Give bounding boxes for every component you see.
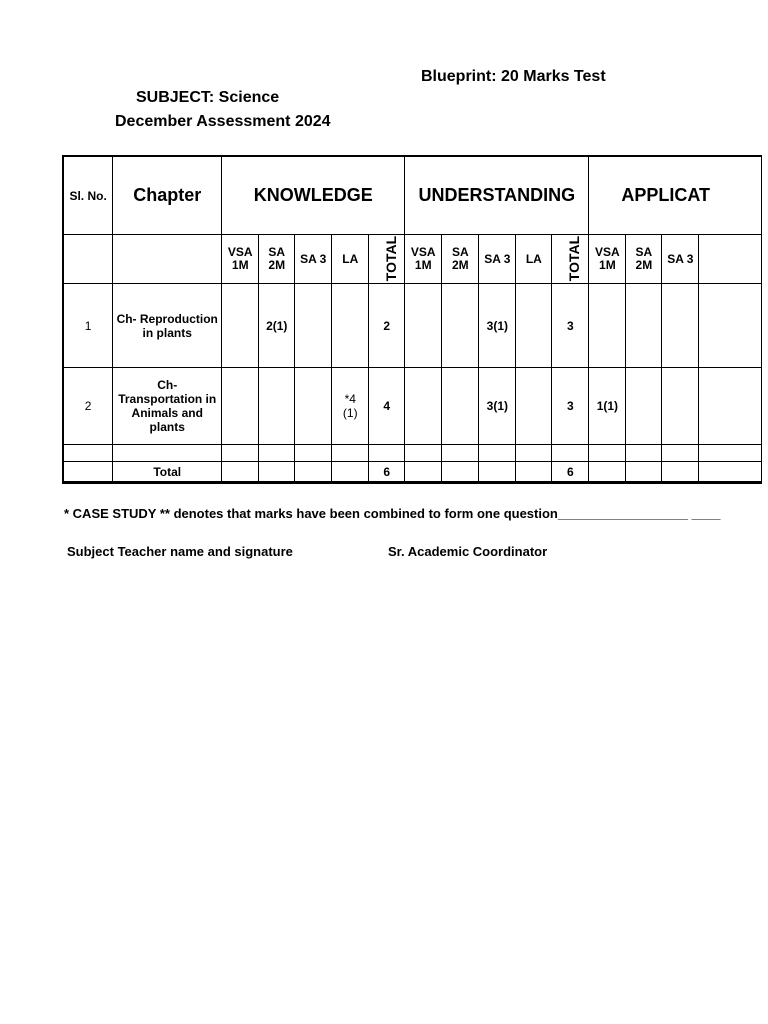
empty-cell [295, 445, 332, 462]
a-sa2-header: SA 2M [626, 235, 662, 284]
empty-cell [662, 462, 699, 483]
empty-cell [222, 284, 259, 368]
empty-cell [63, 462, 113, 483]
empty-cell [405, 368, 442, 445]
empty-cell [516, 368, 552, 445]
empty-cell [552, 445, 589, 462]
k-total-header: TOTAL [369, 235, 405, 284]
u-total-cell: 3 [552, 284, 589, 368]
empty-cell [259, 462, 295, 483]
table-row [63, 368, 762, 445]
empty-cell [332, 445, 369, 462]
empty-cell [222, 445, 259, 462]
empty-cell [442, 445, 479, 462]
k-la-cell [332, 284, 369, 368]
empty-cell [405, 445, 442, 462]
teacher-signature-label: Subject Teacher name and signature [67, 544, 293, 559]
blueprint-table [62, 155, 762, 484]
empty-cell [222, 368, 259, 445]
table-subheader-row [63, 235, 762, 284]
blueprint-table-viewport [62, 155, 711, 487]
chapter-cell: Ch- Reproduction in plants [113, 284, 222, 368]
empty-cell [295, 368, 332, 445]
case-study-footnote: * CASE STUDY ** denotes that marks have been combined to form one question__________________ ____ [64, 506, 721, 521]
k-la-header: LA [332, 235, 369, 284]
a-vsa-header: VSA 1M [589, 235, 626, 284]
empty-cell [442, 284, 479, 368]
k-total-cell: 4 [369, 368, 405, 445]
k-sa3-header: SA 3 [295, 235, 332, 284]
a-sa3-header: SA 3 [662, 235, 699, 284]
empty-cell [442, 462, 479, 483]
sl-no-cell: 2 [63, 368, 113, 445]
empty-cell [626, 462, 662, 483]
empty-cell [405, 462, 442, 483]
empty-cell [626, 368, 662, 445]
k-sa2-cell [259, 368, 295, 445]
k-vsa-header: VSA 1M [222, 235, 259, 284]
empty-cell [442, 368, 479, 445]
total-row [63, 462, 762, 483]
a-vsa-cell: 1(1) [589, 368, 626, 445]
table-header-row [63, 156, 762, 235]
empty-cell [699, 284, 762, 368]
empty-cell [222, 462, 259, 483]
empty-cell [626, 284, 662, 368]
empty-cell [699, 445, 762, 462]
empty-cell [113, 235, 222, 284]
empty-cell [369, 445, 405, 462]
u-total-sum: 6 [552, 462, 589, 483]
understanding-header: UNDERSTANDING [405, 156, 589, 235]
empty-cell [699, 462, 762, 483]
u-sa3-cell: 3(1) [479, 284, 516, 368]
u-total-header: TOTAL [552, 235, 589, 284]
empty-cell [295, 284, 332, 368]
a-vsa-cell [589, 284, 626, 368]
empty-cell [516, 462, 552, 483]
u-la-header: LA [516, 235, 552, 284]
chapter-header: Chapter [113, 156, 222, 235]
empty-cell [516, 284, 552, 368]
empty-cell [699, 235, 762, 284]
k-sa2-header: SA 2M [259, 235, 295, 284]
empty-cell [589, 462, 626, 483]
subject-title: SUBJECT: Science [136, 89, 280, 106]
chapter-cell: Ch- Transportation in Animals and plants [113, 368, 222, 445]
empty-cell [63, 235, 113, 284]
u-sa3-cell: 3(1) [479, 368, 516, 445]
empty-cell [516, 445, 552, 462]
empty-cell [662, 284, 699, 368]
k-total-cell: 2 [369, 284, 405, 368]
sl-no-cell: 1 [63, 284, 113, 368]
application-header: APPLICAT [589, 156, 762, 235]
blueprint-title: Blueprint: 20 Marks Test [421, 68, 606, 85]
sl-no-header: Sl. No. [63, 156, 113, 235]
k-la-cell: *4 (1) [332, 368, 369, 445]
empty-cell [332, 462, 369, 483]
empty-cell [113, 445, 222, 462]
k-total-sum: 6 [369, 462, 405, 483]
empty-cell [626, 445, 662, 462]
empty-cell [662, 445, 699, 462]
coordinator-label: Sr. Academic Coordinator [388, 544, 548, 559]
empty-cell [479, 462, 516, 483]
empty-cell [479, 445, 516, 462]
empty-cell [662, 368, 699, 445]
k-sa2-cell: 2(1) [259, 284, 295, 368]
knowledge-header: KNOWLEDGE [222, 156, 405, 235]
table-row [63, 284, 762, 368]
assessment-title: December Assessment 2024 [115, 113, 331, 130]
empty-cell [259, 445, 295, 462]
total-label: Total [113, 462, 222, 483]
empty-cell [63, 445, 113, 462]
u-sa3-header: SA 3 [479, 235, 516, 284]
empty-cell [699, 368, 762, 445]
empty-cell [589, 445, 626, 462]
table-row [63, 445, 762, 462]
empty-cell [405, 284, 442, 368]
u-sa2-header: SA 2M [442, 235, 479, 284]
u-vsa-header: VSA 1M [405, 235, 442, 284]
u-total-cell: 3 [552, 368, 589, 445]
empty-cell [295, 462, 332, 483]
